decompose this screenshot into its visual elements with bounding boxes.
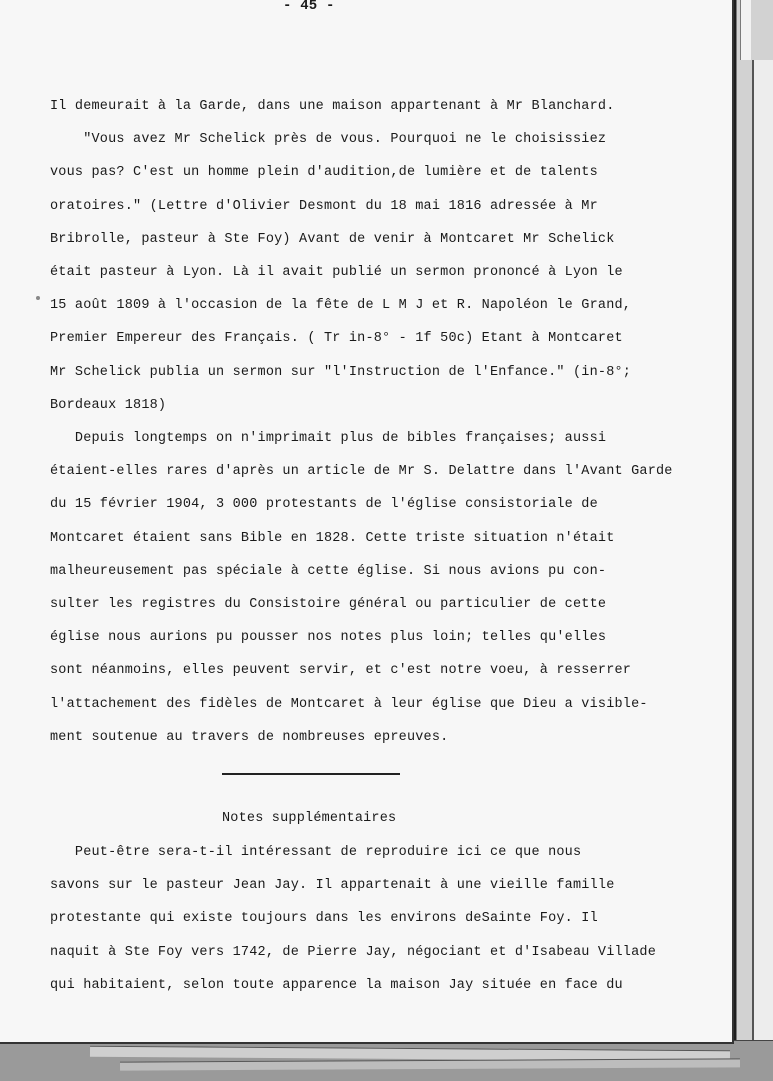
- text-line: était pasteur à Lyon. Là il avait publié un sermon prononcé à Lyon le: [50, 265, 623, 280]
- text-line: protestante qui existe toujours dans les environs deSainte Foy. Il: [50, 911, 598, 927]
- text-line: Peut-être sera-t-il intéressant de reproduire ici ce que nous: [50, 845, 582, 860]
- text-line: 15 août 1809 à l'occasion de la fête de L M J et R. Napoléon le Grand,: [50, 298, 632, 314]
- text-line: Bribrolle, pasteur à Ste Foy) Avant de venir à Montcaret Mr Schelick: [50, 231, 615, 247]
- text-line: Montcaret étaient sans Bible en 1828. Cette triste situation n'était: [50, 530, 615, 546]
- text-line: Bordeaux 1818): [50, 397, 167, 413]
- text-line: savons sur le pasteur Jean Jay. Il appartenait à une vieille famille: [50, 878, 615, 894]
- text-line: vous pas? C'est un homme plein d'audition,de lumière et de talents: [50, 165, 598, 181]
- text-line: sont néanmoins, elles peuvent servir, et c'est notre voeu, à resserrer: [50, 663, 632, 679]
- section-title: Notes supplémentaires: [222, 811, 397, 826]
- text-line: église nous aurions pu pousser nos notes plus loin; telles qu'elles: [50, 630, 607, 646]
- text-line: Depuis longtemps on n'imprimait plus de bibles françaises; aussi: [50, 431, 607, 446]
- text-line: sulter les registres du Consistoire général ou particulier de cette: [50, 597, 607, 612]
- text-line: étaient-elles rares d'après un article de Mr S. Delattre dans l'Avant Garde: [50, 464, 673, 480]
- paper-edge-top-right: [740, 0, 751, 60]
- section-divider: [222, 773, 400, 775]
- text-line: ment soutenue au travers de nombreuses epreuves.: [50, 729, 449, 745]
- paper-edge-far-right: [752, 60, 773, 1060]
- text-line: l'attachement des fidèles de Montcaret à leur église que Dieu a visible-: [50, 696, 648, 712]
- text-line: "Vous avez Mr Schelick près de vous. Pourquoi ne le choisissiez: [50, 132, 607, 148]
- text-line: du 15 février 1904, 3 000 protestants de l'église consistoriale de: [50, 497, 598, 513]
- text-line: Il demeurait à la Garde, dans une maison appartenant à Mr Blanchard.: [50, 99, 615, 114]
- text-line: naquit à Ste Foy vers 1742, de Pierre Jay, négociant et d'Isabeau Villade: [50, 944, 656, 960]
- text-line: Premier Empereur des Français. ( Tr in-8° - 1f 50c) Etant à Montcaret: [50, 331, 623, 347]
- text-line: qui habitaient, selon toute apparence la maison Jay située en face du: [50, 977, 623, 993]
- text-line: malheureusement pas spéciale à cette église. Si nous avions pu con-: [50, 563, 607, 579]
- page-number: - 45 -: [283, 0, 335, 14]
- text-line: Mr Schelick publia un sermon sur "l'Instruction de l'Enfance." (in-8°;: [50, 364, 632, 380]
- punch-mark: [36, 296, 40, 300]
- text-line: oratoires." (Lettre d'Olivier Desmont du 18 mai 1816 adressée à Mr: [50, 198, 598, 214]
